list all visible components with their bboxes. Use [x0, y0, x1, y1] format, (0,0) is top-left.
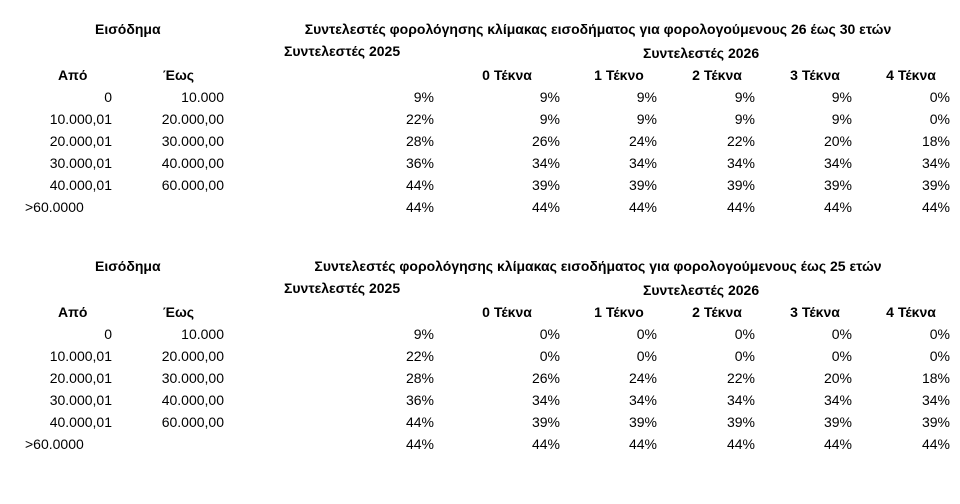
income-from-cell: 40.000,01: [49, 177, 112, 193]
rate-2026-cell: 20%: [823, 133, 852, 149]
rate-2025-cell: 22%: [405, 111, 434, 127]
rate-2026-cell: 0%: [929, 111, 950, 127]
rate-2026-cell: 0%: [929, 348, 950, 364]
children-header: 2 Τέκνα: [692, 304, 742, 320]
rate-2026-cell: 9%: [831, 89, 852, 105]
rate-2026-cell: 18%: [921, 133, 950, 149]
income-from-cell: >60.0000: [25, 199, 84, 215]
rate-2026-cell: 44%: [726, 199, 755, 215]
rate-2026-cell: 34%: [921, 392, 950, 408]
tax-rate-table: [0, 237, 960, 457]
to-header: Έως: [163, 67, 195, 83]
rate-2026-cell: 9%: [831, 111, 852, 127]
rate-2026-cell: 39%: [531, 414, 560, 430]
rate-2026-cell: 0%: [929, 89, 950, 105]
children-header: 1 Τέκνο: [594, 304, 644, 320]
rate-2026-cell: 34%: [531, 392, 560, 408]
income-to-cell: 40.000,00: [161, 155, 224, 171]
children-header: 4 Τέκνα: [886, 304, 936, 320]
rate-2025-cell: 22%: [405, 348, 434, 364]
income-to-cell: 40.000,00: [161, 392, 224, 408]
tax-rate-table: [0, 0, 960, 220]
income-from-cell: 10.000,01: [49, 111, 112, 127]
rate-2026-cell: 39%: [921, 177, 950, 193]
rate-2026-cell: 34%: [921, 155, 950, 171]
income-to-cell: 10.000: [181, 326, 224, 342]
table-title: Συντελεστές φορολόγησης κλίμακας εισοδήματος για φορολογούμενους έως 25 ετών: [314, 258, 882, 274]
income-from-cell: 0: [104, 89, 112, 105]
rate-2026-cell: 44%: [921, 436, 950, 452]
income-to-cell: 60.000,00: [161, 414, 224, 430]
income-label: Εισόδημα: [95, 258, 161, 274]
rate-2026-cell: 26%: [531, 133, 560, 149]
rate-2026-cell: 39%: [726, 177, 755, 193]
rate-2026-cell: 9%: [734, 89, 755, 105]
rate-2026-cell: 44%: [531, 436, 560, 452]
table-title: Συντελεστές φορολόγησης κλίμακας εισοδήματος για φορολογούμενους 26 έως 30 ετών: [304, 21, 892, 37]
rate-2026-cell: 44%: [628, 436, 657, 452]
rate-2026-cell: 34%: [726, 155, 755, 171]
rate-2026-cell: 0%: [539, 326, 560, 342]
children-header: 1 Τέκνο: [594, 67, 644, 83]
rate-2026-cell: 0%: [831, 348, 852, 364]
rate-2025-cell: 44%: [405, 414, 434, 430]
rate-2026-cell: 0%: [831, 326, 852, 342]
children-header: 0 Τέκνα: [482, 304, 532, 320]
rate-2026-cell: 44%: [628, 199, 657, 215]
children-header: 3 Τέκνα: [790, 304, 840, 320]
rate-2026-cell: 22%: [726, 133, 755, 149]
rate-2026-cell: 24%: [628, 370, 657, 386]
income-to-cell: 60.000,00: [161, 177, 224, 193]
rate-2026-cell: 9%: [734, 111, 755, 127]
rate-2025-cell: 9%: [413, 89, 434, 105]
from-header: Από: [58, 304, 88, 320]
rate-2026-cell: 39%: [628, 177, 657, 193]
rate-2026-cell: 20%: [823, 370, 852, 386]
rate-2026-cell: 9%: [539, 89, 560, 105]
income-to-cell: 20.000,00: [161, 348, 224, 364]
from-header: Από: [58, 67, 88, 83]
rate-2026-cell: 44%: [531, 199, 560, 215]
rate-2026-cell: 0%: [539, 348, 560, 364]
rates-2025-label: Συντελεστές 2025: [284, 43, 401, 59]
rate-2026-cell: 44%: [823, 436, 852, 452]
children-header: 2 Τέκνα: [692, 67, 742, 83]
rate-2026-cell: 39%: [531, 177, 560, 193]
rate-2026-cell: 9%: [636, 89, 657, 105]
rate-2026-cell: 34%: [823, 392, 852, 408]
rate-2026-cell: 34%: [628, 392, 657, 408]
rates-2026-label: Συντελεστές 2026: [643, 45, 760, 61]
rate-2025-cell: 44%: [405, 199, 434, 215]
rate-2026-cell: 0%: [636, 348, 657, 364]
income-from-cell: >60.0000: [25, 436, 84, 452]
rate-2026-cell: 39%: [823, 414, 852, 430]
income-to-cell: 30.000,00: [161, 370, 224, 386]
rate-2026-cell: 34%: [531, 155, 560, 171]
rate-2026-cell: 39%: [726, 414, 755, 430]
rate-2026-cell: 0%: [734, 326, 755, 342]
rate-2025-cell: 44%: [405, 177, 434, 193]
income-to-cell: 30.000,00: [161, 133, 224, 149]
income-from-cell: 10.000,01: [49, 348, 112, 364]
income-from-cell: 20.000,01: [49, 133, 112, 149]
to-header: Έως: [163, 304, 195, 320]
rate-2026-cell: 39%: [921, 414, 950, 430]
rate-2026-cell: 18%: [921, 370, 950, 386]
rate-2026-cell: 39%: [628, 414, 657, 430]
income-label: Εισόδημα: [95, 21, 161, 37]
income-from-cell: 30.000,01: [49, 155, 112, 171]
rate-2026-cell: 24%: [628, 133, 657, 149]
children-header: 4 Τέκνα: [886, 67, 936, 83]
income-from-cell: 40.000,01: [49, 414, 112, 430]
rate-2025-cell: 28%: [405, 133, 434, 149]
rate-2025-cell: 44%: [405, 436, 434, 452]
rate-2026-cell: 26%: [531, 370, 560, 386]
rate-2026-cell: 0%: [929, 326, 950, 342]
rate-2026-cell: 39%: [823, 177, 852, 193]
rate-2026-cell: 34%: [628, 155, 657, 171]
rate-2026-cell: 9%: [636, 111, 657, 127]
rate-2025-cell: 28%: [405, 370, 434, 386]
rate-2025-cell: 36%: [405, 155, 434, 171]
rates-2026-label: Συντελεστές 2026: [643, 282, 760, 298]
rates-2025-label: Συντελεστές 2025: [284, 280, 401, 296]
income-to-cell: 10.000: [181, 89, 224, 105]
income-from-cell: 0: [104, 326, 112, 342]
income-from-cell: 30.000,01: [49, 392, 112, 408]
rate-2026-cell: 44%: [823, 199, 852, 215]
rate-2026-cell: 44%: [726, 436, 755, 452]
rate-2026-cell: 0%: [734, 348, 755, 364]
rate-2026-cell: 22%: [726, 370, 755, 386]
income-to-cell: 20.000,00: [161, 111, 224, 127]
rate-2025-cell: 9%: [413, 326, 434, 342]
rate-2026-cell: 0%: [636, 326, 657, 342]
rate-2026-cell: 34%: [726, 392, 755, 408]
income-from-cell: 20.000,01: [49, 370, 112, 386]
rate-2026-cell: 44%: [921, 199, 950, 215]
rate-2026-cell: 34%: [823, 155, 852, 171]
children-header: 0 Τέκνα: [482, 67, 532, 83]
rate-2026-cell: 9%: [539, 111, 560, 127]
children-header: 3 Τέκνα: [790, 67, 840, 83]
rate-2025-cell: 36%: [405, 392, 434, 408]
